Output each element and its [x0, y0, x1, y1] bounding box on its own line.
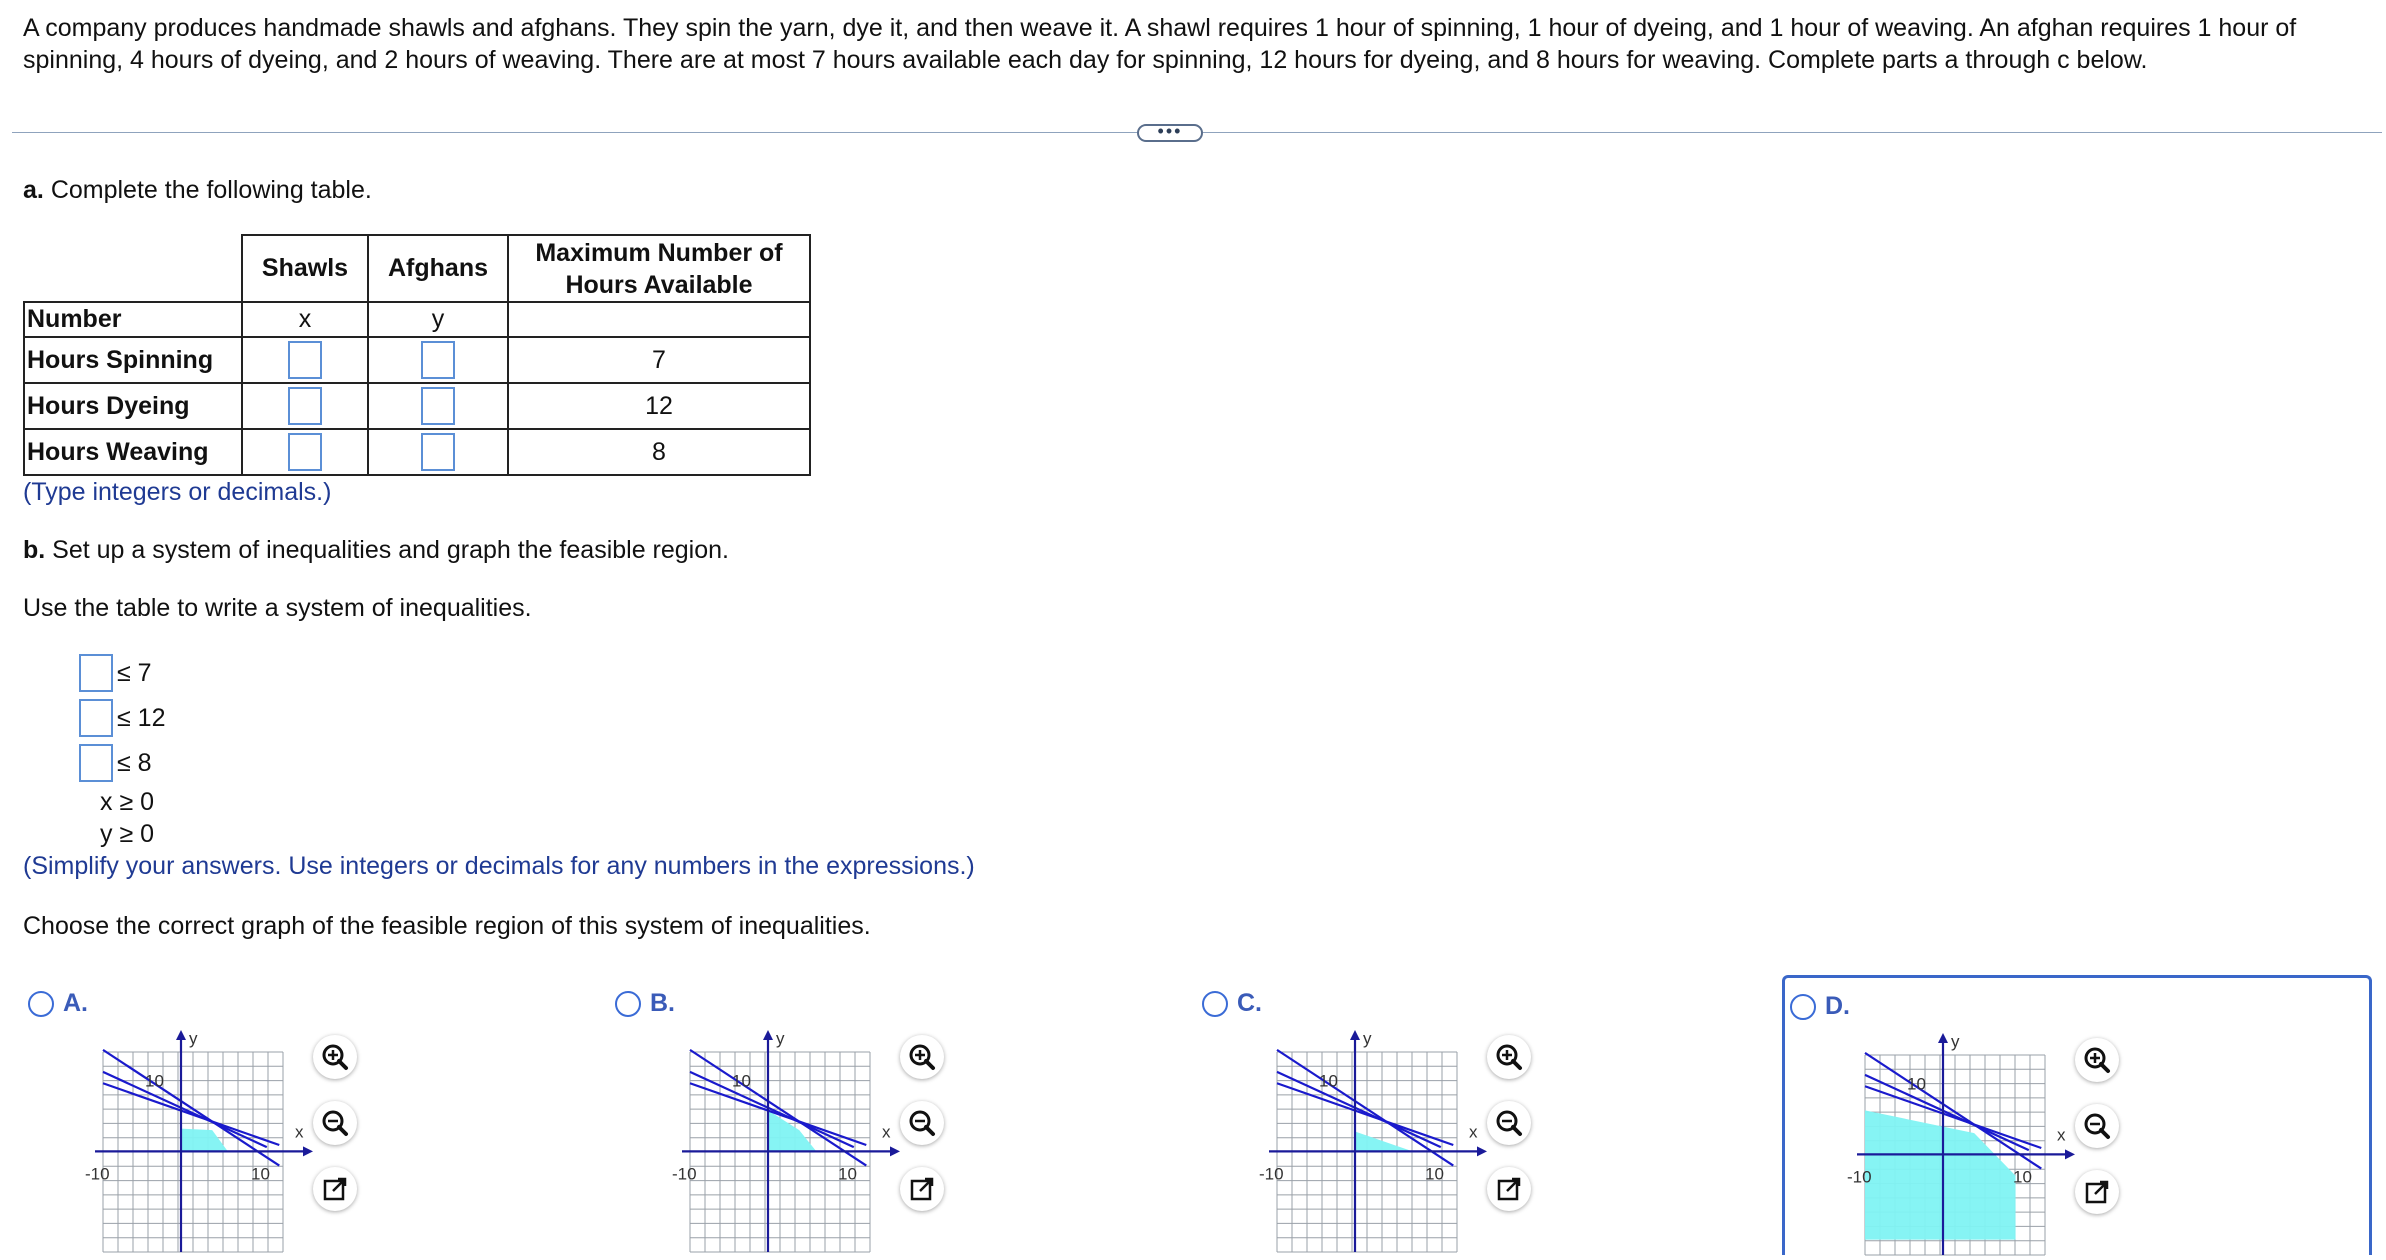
problem-statement: A company produces handmade shawls and afghans. They spin the yarn, dye it, and then weave it. A shawl requires 1 hour of spinning, 1 hour of dyeing, and 1 hour of weaving. An afghan requires 1 hour of spinning, 4 hours of dyeing, and 2 hours of weaving. There are at most 7 hours available each day for spinning, 12 hours for dyeing, and 8 hours for weaving. Complete parts a through c below.: [23, 14, 2297, 74]
header-max-line1: Maximum Number of: [535, 238, 783, 267]
option-d-zoom-out-button[interactable]: [2075, 1104, 2119, 1148]
option-b-radio[interactable]: [615, 991, 641, 1017]
inequality-dyeing-bound: ≤ 12: [117, 703, 166, 732]
option-b-label: B.: [650, 989, 675, 1017]
option-c-zoom-out-button[interactable]: [1487, 1101, 1531, 1145]
x-tick-negative-label: -10: [1259, 1164, 1284, 1184]
option-a-graph: [73, 1030, 313, 1255]
open-new-window-icon: [900, 1167, 944, 1211]
weaving-max: 8: [508, 429, 810, 475]
inequality-dyeing-input[interactable]: [79, 699, 113, 737]
x-tick-positive-label: 10: [251, 1164, 270, 1184]
option-a-open-new-window-button[interactable]: [313, 1167, 357, 1211]
option-d-radio[interactable]: [1790, 994, 1816, 1020]
y-axis-label: y: [1363, 1030, 1372, 1048]
header-afghans: Afghans: [368, 235, 508, 302]
option-c-label: C.: [1237, 989, 1262, 1017]
use-table-instruction: Use the table to write a system of inequalities.: [23, 594, 532, 622]
zoom-in-icon: [1487, 1035, 1531, 1079]
part-a-heading: [23, 176, 372, 205]
row-label-spinning: Hours Spinning: [24, 337, 242, 383]
y-axis-label: y: [189, 1030, 198, 1048]
hint-part-a: (Type integers or decimals.): [23, 478, 332, 506]
zoom-in-icon: [2075, 1038, 2119, 1082]
option-b-graph: [660, 1030, 900, 1255]
open-new-window-icon: [1487, 1167, 1531, 1211]
answer-option-b[interactable]: [610, 975, 1200, 1255]
option-d-open-new-window-button[interactable]: [2075, 1170, 2119, 1214]
inequality-y-nonneg: y ≥ 0: [100, 820, 155, 848]
x-axis-label: x: [882, 1122, 891, 1142]
option-d-label: D.: [1825, 992, 1850, 1020]
open-new-window-icon: [313, 1167, 357, 1211]
table-row: [24, 337, 810, 383]
number-max-empty: [508, 302, 810, 337]
table-row: [24, 429, 810, 475]
inequality-row: [79, 744, 152, 782]
zoom-in-icon: [313, 1035, 357, 1079]
x-axis-label: x: [1469, 1122, 1478, 1142]
x-tick-negative-label: -10: [672, 1164, 697, 1184]
y-tick-label: 10: [1319, 1071, 1338, 1091]
zoom-out-icon: [313, 1101, 357, 1145]
option-a-zoom-out-button[interactable]: [313, 1101, 357, 1145]
part-a-letter: a.: [23, 176, 44, 204]
x-axis-label: x: [295, 1122, 304, 1142]
table-corner: [24, 235, 242, 302]
answer-option-a[interactable]: [23, 975, 613, 1255]
option-a-zoom-in-button[interactable]: [313, 1035, 357, 1079]
x-tick-negative-label: -10: [85, 1164, 110, 1184]
dyeing-afghans-cell: [368, 383, 508, 429]
y-tick-label: 10: [732, 1071, 751, 1091]
choose-graph-instruction: Choose the correct graph of the feasible region of this system of inequalities.: [23, 912, 871, 940]
x-tick-positive-label: 10: [838, 1164, 857, 1184]
spinning-afghans-input[interactable]: [421, 341, 455, 379]
option-b-zoom-in-button[interactable]: [900, 1035, 944, 1079]
header-max-hours: [508, 235, 810, 302]
option-b-open-new-window-button[interactable]: [900, 1167, 944, 1211]
x-axis-label: x: [2057, 1125, 2066, 1145]
inequality-x-nonneg: x ≥ 0: [100, 788, 155, 816]
y-axis-arrow: [1350, 1030, 1360, 1040]
answer-option-c[interactable]: [1197, 975, 1787, 1255]
x-tick-negative-label: -10: [1847, 1167, 1872, 1187]
option-d-zoom-in-button[interactable]: [2075, 1038, 2119, 1082]
y-axis-arrow: [1938, 1033, 1948, 1043]
option-d-graph: [1835, 1033, 2075, 1258]
option-c-radio[interactable]: [1202, 991, 1228, 1017]
y-tick-label: 10: [145, 1071, 164, 1091]
row-label-weaving: Hours Weaving: [24, 429, 242, 475]
header-shawls: Shawls: [242, 235, 368, 302]
part-a-text: Complete the following table.: [50, 176, 372, 204]
option-a-label: A.: [63, 989, 88, 1017]
inequality-spinning-input[interactable]: [79, 654, 113, 692]
hours-table: [23, 234, 811, 476]
spinning-afghans-cell: [368, 337, 508, 383]
zoom-out-icon: [2075, 1104, 2119, 1148]
part-b-heading: [23, 536, 729, 565]
x-axis-arrow: [890, 1146, 900, 1156]
hint-part-b: (Simplify your answers. Use integers or decimals for any numbers in the expressions.): [23, 852, 975, 880]
y-tick-label: 10: [1907, 1074, 1926, 1094]
x-axis-arrow: [2065, 1149, 2075, 1159]
option-c-graph: [1247, 1030, 1487, 1255]
inequality-weaving-bound: ≤ 8: [117, 748, 152, 777]
zoom-out-icon: [900, 1101, 944, 1145]
open-new-window-icon: [2075, 1170, 2119, 1214]
option-a-radio[interactable]: [28, 991, 54, 1017]
weaving-shawls-cell: [242, 429, 368, 475]
zoom-out-icon: [1487, 1101, 1531, 1145]
inequality-row: [79, 654, 152, 692]
spinning-shawls-input[interactable]: [288, 341, 322, 379]
table-row: [24, 383, 810, 429]
y-axis-arrow: [176, 1030, 186, 1040]
x-axis-arrow: [303, 1146, 313, 1156]
y-axis-label: y: [776, 1030, 785, 1048]
dyeing-shawls-cell: [242, 383, 368, 429]
table-row: [24, 302, 810, 337]
row-label-number: Number: [24, 302, 242, 337]
y-axis-label: y: [1951, 1033, 1960, 1051]
x-axis-arrow: [1477, 1146, 1487, 1156]
part-b-text: Set up a system of inequalities and graph the feasible region.: [52, 536, 729, 564]
feasible-region: [1865, 1110, 2016, 1239]
spinning-shawls-cell: [242, 337, 368, 383]
weaving-afghans-cell: [368, 429, 508, 475]
zoom-in-icon: [900, 1035, 944, 1079]
spinning-max: 7: [508, 337, 810, 383]
dyeing-shawls-input[interactable]: [288, 387, 322, 425]
x-tick-positive-label: 10: [2013, 1167, 2032, 1187]
dyeing-afghans-input[interactable]: [421, 387, 455, 425]
dyeing-max: 12: [508, 383, 810, 429]
option-b-zoom-out-button[interactable]: [900, 1101, 944, 1145]
expand-more-button[interactable]: •••: [1137, 124, 1203, 142]
inequality-row: [79, 699, 165, 737]
inequality-spinning-bound: ≤ 7: [117, 658, 152, 687]
part-b-letter: b.: [23, 536, 46, 564]
inequality-weaving-input[interactable]: [79, 744, 113, 782]
weaving-shawls-input[interactable]: [288, 433, 322, 471]
row-label-dyeing: Hours Dyeing: [24, 383, 242, 429]
number-shawls: x: [242, 302, 368, 337]
header-max-line2: Hours Available: [565, 270, 753, 299]
option-c-open-new-window-button[interactable]: [1487, 1167, 1531, 1211]
y-axis-arrow: [763, 1030, 773, 1040]
option-c-zoom-in-button[interactable]: [1487, 1035, 1531, 1079]
weaving-afghans-input[interactable]: [421, 433, 455, 471]
x-tick-positive-label: 10: [1425, 1164, 1444, 1184]
answer-option-d[interactable]: [1782, 975, 2372, 1255]
number-afghans: y: [368, 302, 508, 337]
feasible-region: [181, 1129, 228, 1152]
